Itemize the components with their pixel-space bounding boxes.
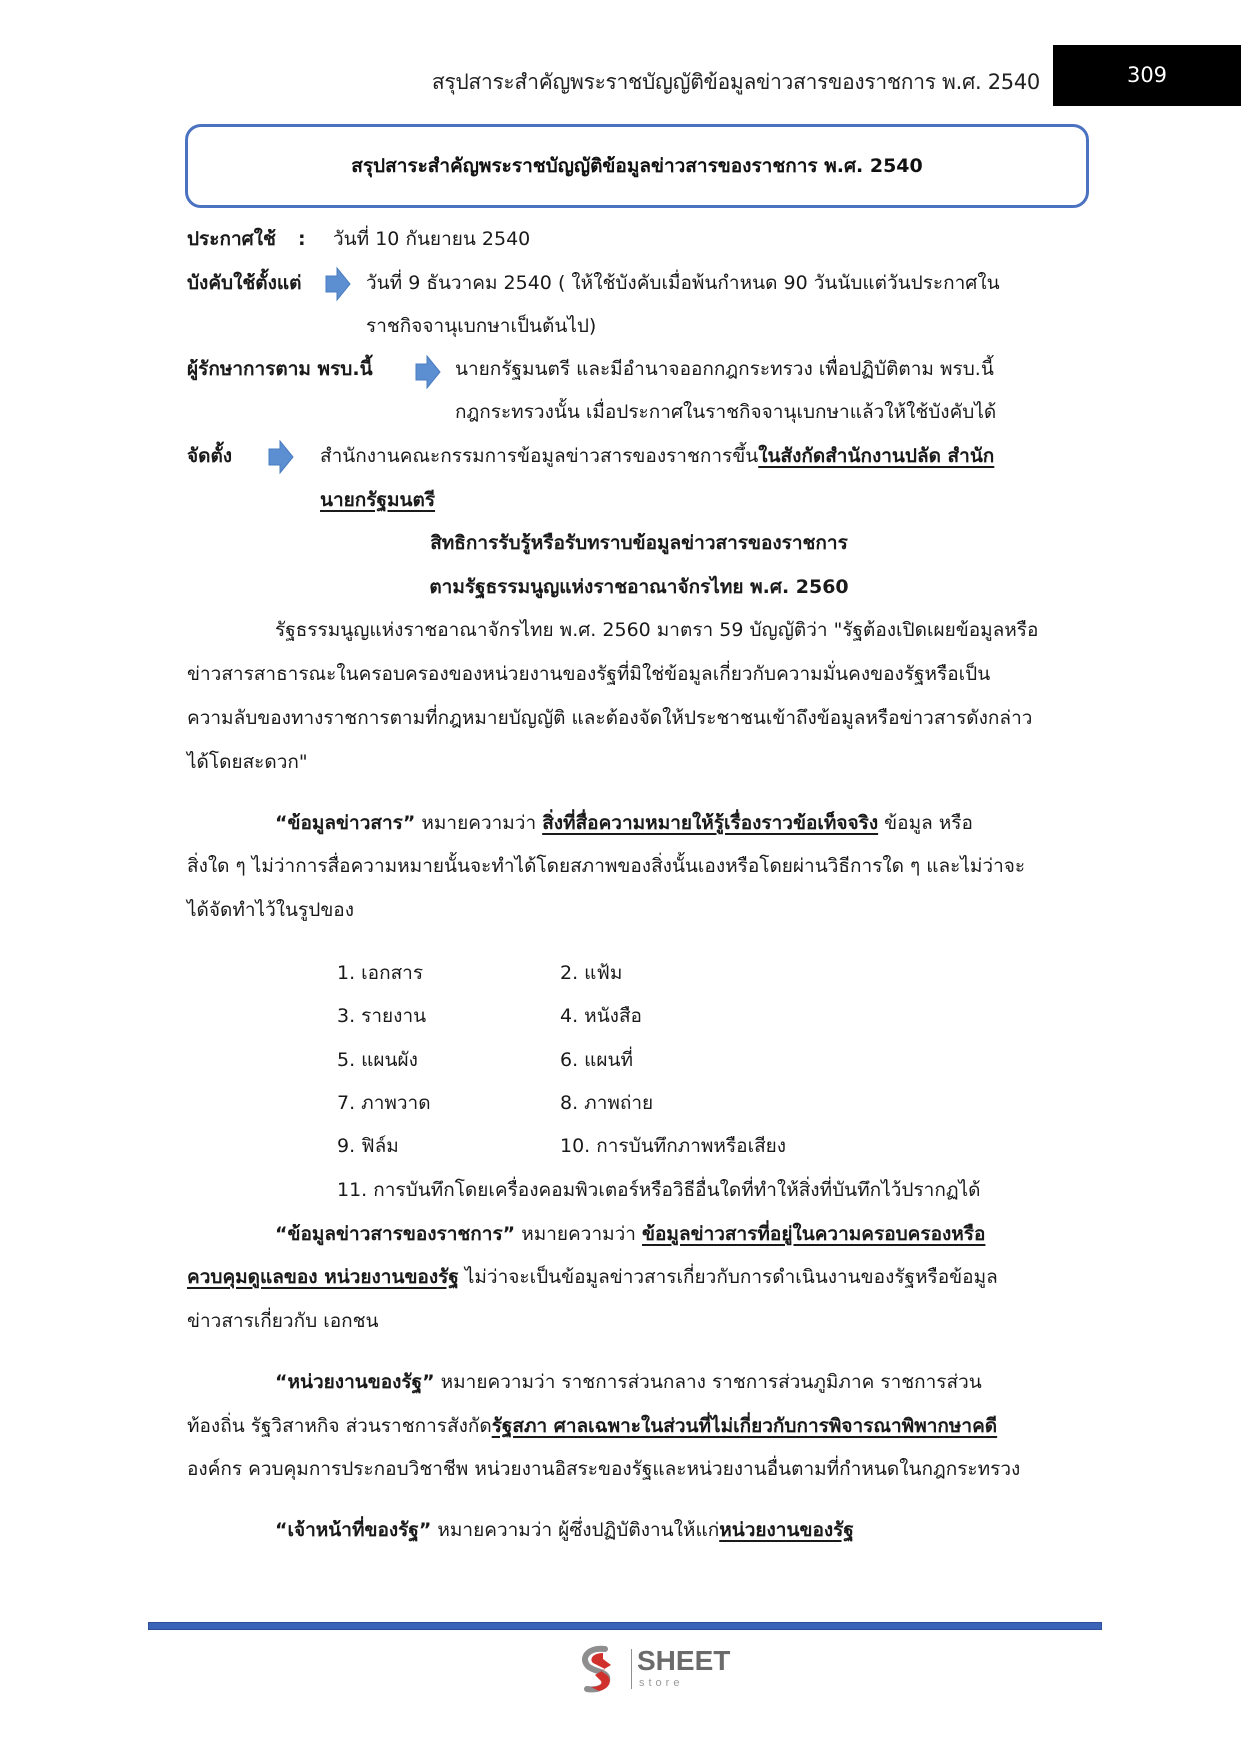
definition-gov-info-line-1	[275, 1221, 985, 1247]
section-heading-1: สิทธิการรับรู้หรือรับทราบข้อมูลข่าวสารของราชการ	[430, 532, 848, 554]
constitution-paragraph-line: ได้โดยสะดวก"	[187, 751, 308, 773]
form-item: 4. หนังสือ	[560, 1005, 642, 1027]
definition-underlined: ข้อมูลข่าวสารที่อยู่ในความครอบครองหรือ	[642, 1223, 986, 1245]
definition-rest: ข้อมูล หรือ	[878, 812, 973, 834]
definition-underlined: หน่วยงานของรัฐ	[719, 1519, 854, 1541]
section-heading-2: ตามรัฐธรรมนูญแห่งราชอาณาจักรไทย พ.ศ. 2560	[429, 576, 849, 598]
definition-official-line	[275, 1517, 854, 1543]
establish-underlined: ในสังกัดสำนักงานปลัด สำนัก	[758, 445, 995, 467]
constitution-paragraph-line: รัฐธรรมนูญแห่งราชอาณาจักรไทย พ.ศ. 2560 มาตรา 59 บัญญัติว่า "รัฐต้องเปิดเผยข้อมูลหรือ	[275, 619, 1039, 641]
definition-rest: หมายความว่า ผู้ซึ่งปฏิบัติงานให้แก่	[431, 1519, 720, 1541]
running-header-title: สรุปสาระสำคัญพระราชบัญญัติข้อมูลข่าวสารของราชการ พ.ศ. 2540	[431, 70, 1040, 94]
document-title-box	[185, 124, 1089, 208]
definition-info-line-1	[275, 810, 973, 836]
definition-agency-line-3: องค์กร ควบคุมการประกอบวิชาชีพ หน่วยงานอิสระของรัฐและหน่วยงานอื่นตามที่กำหนดในกฎกระทรวง	[187, 1458, 1021, 1480]
constitution-paragraph-line: ข่าวสารสาธารณะในครอบครองของหน่วยงานของรัฐที่มิใช่ข้อมูลเกี่ยวกับความมั่นคงของรัฐหรือเป็น	[187, 663, 991, 685]
form-item: 8. ภาพถ่าย	[560, 1092, 654, 1114]
effective-label: บังคับใช้ตั้งแต่	[187, 272, 302, 294]
announced-separator: :	[297, 228, 306, 250]
announced-label: ประกาศใช้	[187, 228, 276, 250]
arrow-right-icon	[268, 440, 294, 474]
logo-subtext: store	[639, 1677, 684, 1689]
definition-underlined: ควบคุมดูแลของ หน่วยงานของรัฐ	[187, 1266, 459, 1288]
effective-line-2: ราชกิจจานุเบกษาเป็นต้นไป)	[366, 315, 597, 337]
definition-info-line-2: สิ่งใด ๆ ไม่ว่าการสื่อความหมายนั้นจะทำได้โดยสภาพของสิ่งนั้นเองหรือโดยผ่านวิธีการใด ๆ และไม่ว่าจะ	[187, 855, 1026, 877]
definition-means: หมายความว่า	[415, 812, 543, 834]
form-item: 1. เอกสาร	[337, 962, 424, 984]
definition-text: ท้องถิ่น รัฐวิสาหกิจ ส่วนราชการสังกัด	[187, 1415, 492, 1437]
form-item: 2. แฟ้ม	[560, 962, 623, 984]
definition-rest: หมายความว่า ราชการส่วนกลาง ราชการส่วนภูมิภาค ราชการส่วน	[434, 1371, 982, 1393]
definition-underlined: สิ่งที่สื่อความหมายให้รู้เรื่องราวข้อเท็จจริง	[542, 812, 879, 834]
form-item: 3. รายงาน	[337, 1005, 427, 1027]
establish-line-2: นายกรัฐมนตรี	[320, 489, 436, 511]
definition-term: “ข้อมูลข่าวสาร”	[275, 812, 416, 834]
arrow-right-icon	[325, 267, 351, 301]
form-item: 11. การบันทึกโดยเครื่องคอมพิวเตอร์หรือวิธีอื่นใดที่ทำให้สิ่งที่บันทึกไว้ปรากฏได้	[337, 1179, 981, 1201]
definition-term: “ข้อมูลข่าวสารของราชการ”	[275, 1223, 516, 1245]
custodian-label: ผู้รักษาการตาม พรบ.นี้	[187, 358, 373, 380]
definition-agency-line-2	[187, 1413, 997, 1439]
custodian-line-2: กฎกระทรวงนั้น เมื่อประกาศในราชกิจจานุเบกษาแล้วให้ใช้บังคับได้	[455, 401, 997, 423]
establish-label: จัดตั้ง	[187, 445, 233, 467]
logo-text: SHEET	[637, 1645, 731, 1676]
definition-gov-info-line-2	[187, 1264, 998, 1290]
page-number: 309	[1053, 45, 1241, 106]
definition-term: “เจ้าหน้าที่ของรัฐ”	[275, 1519, 432, 1541]
announced-value: วันที่ 10 กันยายน 2540	[333, 228, 531, 250]
footer-divider	[148, 1622, 1102, 1630]
establish-line-1	[320, 443, 994, 469]
definition-info-line-3: ได้จัดทำไว้ในรูปของ	[187, 899, 354, 921]
form-item: 9. ฟิล์ม	[337, 1135, 399, 1157]
effective-line-1: วันที่ 9 ธันวาคม 2540 ( ให้ใช้บังคับเมื่อพ้นกำหนด 90 วันนับแต่วันประกาศใน	[366, 272, 1000, 294]
form-item: 5. แผนผัง	[337, 1049, 418, 1071]
form-item: 10. การบันทึกภาพหรือเสียง	[560, 1135, 787, 1157]
establish-text: สำนักงานคณะกรรมการข้อมูลข่าวสารของราชการขึ้น	[320, 445, 759, 467]
definition-agency-line-1	[275, 1369, 982, 1395]
form-item: 6. แผนที่	[560, 1049, 634, 1071]
arrow-right-icon	[415, 355, 441, 389]
announced-row	[187, 226, 306, 252]
definition-means: หมายความว่า	[515, 1223, 643, 1245]
definition-term: “หน่วยงานของรัฐ”	[275, 1371, 435, 1393]
definition-gov-info-line-3: ข่าวสารเกี่ยวกับ เอกชน	[187, 1310, 379, 1332]
form-item: 7. ภาพวาด	[337, 1092, 431, 1114]
definition-rest: ไม่ว่าจะเป็นข้อมูลข่าวสารเกี่ยวกับการดำเนินงานของรัฐหรือข้อมูล	[458, 1266, 998, 1288]
custodian-line-1: นายกรัฐมนตรี และมีอำนาจออกกฎกระทรวง เพื่อปฏิบัติตาม พรบ.นี้	[455, 358, 994, 380]
logo-separator	[631, 1649, 632, 1689]
definition-underlined: รัฐสภา ศาลเฉพาะในส่วนที่ไม่เกี่ยวกับการพิจารณาพิพากษาคดี	[491, 1415, 998, 1437]
sheet-logo-icon	[575, 1645, 623, 1695]
document-title: สรุปสาระสำคัญพระราชบัญญัติข้อมูลข่าวสารของราชการ พ.ศ. 2540	[351, 155, 923, 177]
constitution-paragraph-line: ความลับของทางราชการตามที่กฎหมายบัญญัติ และต้องจัดให้ประชาชนเข้าถึงข้อมูลหรือข่าวสารดังกล่าว	[187, 707, 1033, 729]
sheet-store-logo	[575, 1645, 745, 1695]
